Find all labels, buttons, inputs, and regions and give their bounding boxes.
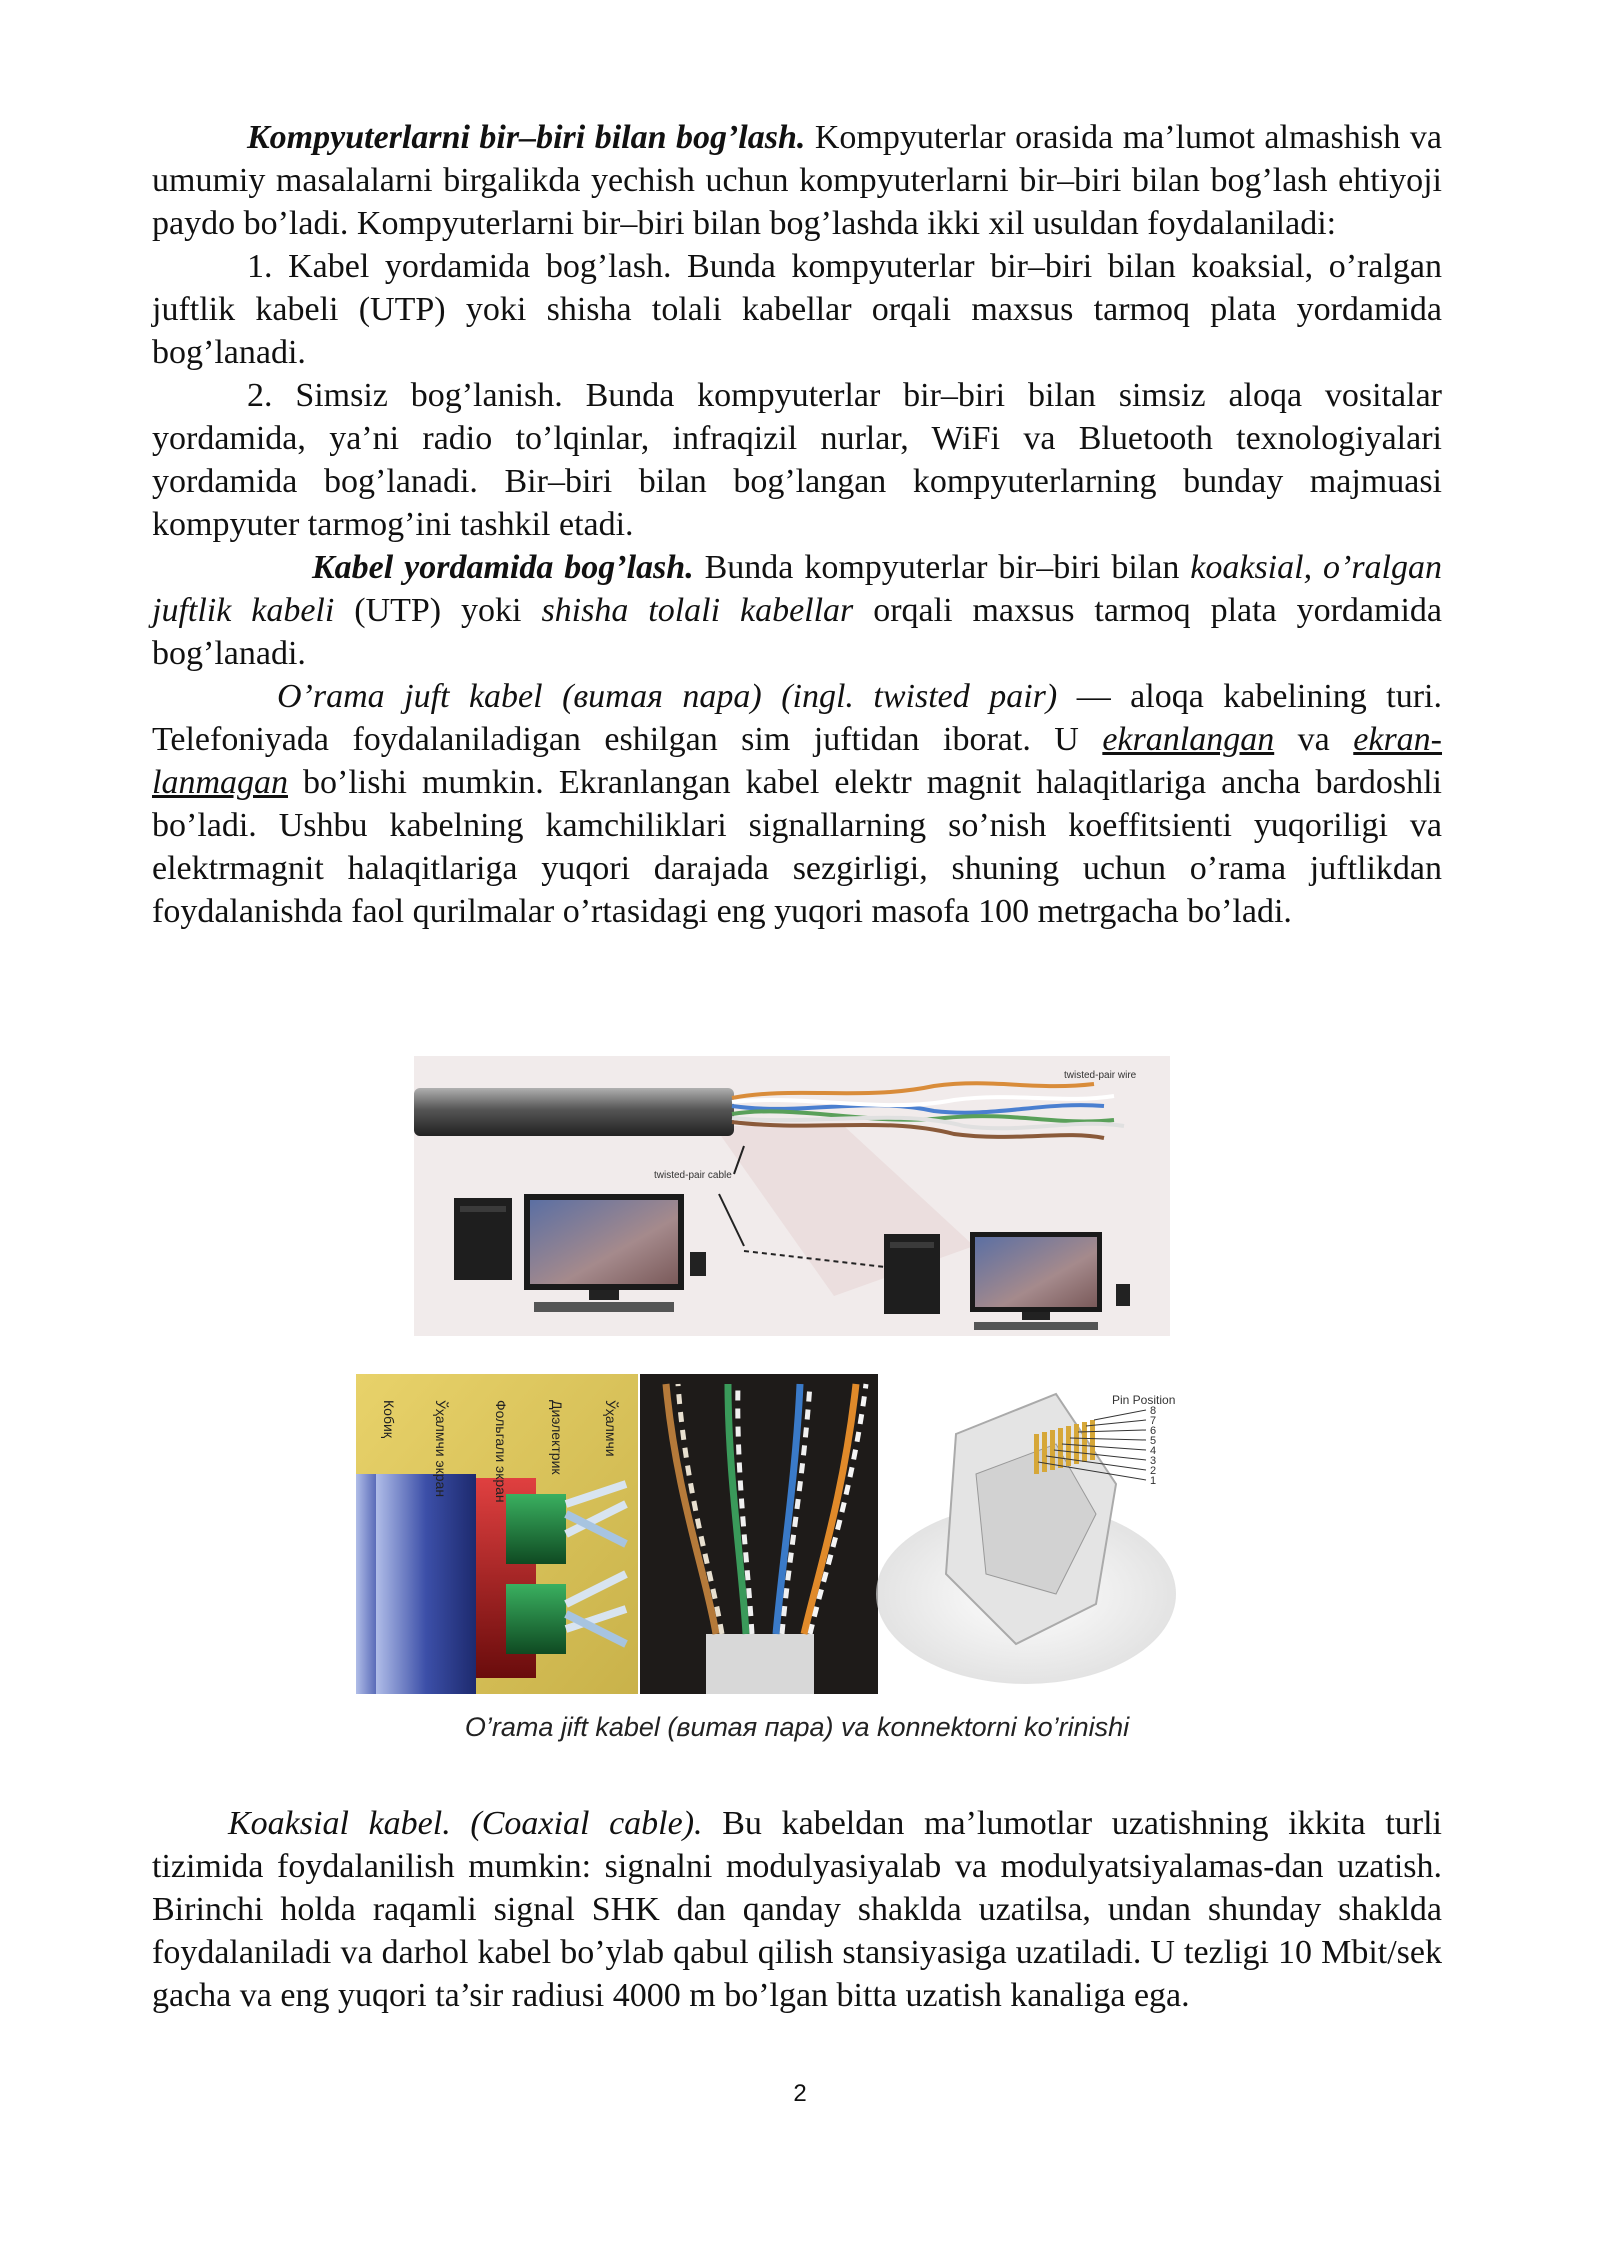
link-unshielded[interactable]: ekran-lanmagan [152, 721, 1443, 801]
paragraph-cable-connection [152, 546, 1442, 675]
intro-text: Kompyuterlar orasida ma’lumot almashish va umumiy masalalarni birgalikda yechish uchun kompyuterlarni bir–biri bilan bog’lash ehtiyoji paydo bo’ladi. Kompyuterlarni bir–biri bilan bog’lashda ikki xil usuldan foydalaniladi: [152, 119, 1442, 242]
paragraph-intro [152, 116, 1442, 245]
top-text [152, 116, 1442, 933]
rj45-connector [876, 1374, 1188, 1694]
pin-label: 7 [1150, 1415, 1157, 1427]
text-span: bo’lishi mumkin. Ekranlangan kabel elektr magnit halaqitlariga ancha bardoshli bo’ladi. Ushbu kabelning kamchiliklari signallarning so’nish koeffitsienti yuqoriligi va elektrmagnit halaqitlariga yuqori darajada sezgirligi, shuning uchun o’rama juftlikdan foydalanishda faol qurilmalar o’rtasidagi eng yuqori masofa 100 metrgacha bo’ladi. [152, 764, 1442, 930]
italic-span: koaksial, o’ralgan juftlik kabeli [152, 549, 1443, 629]
page-number: 2 [793, 2080, 807, 2107]
pin-label: 3 [1150, 1455, 1157, 1467]
heading-connecting-computers: Kompyuterlarni bir–biri bilan bog’lash. [247, 119, 806, 156]
paragraph-coaxial [152, 1802, 1442, 2017]
label-dielectric: Диэлектрик [549, 1400, 565, 1475]
pin-label: 5 [1150, 1435, 1157, 1447]
cable-cross-section [356, 1374, 638, 1694]
pin-label: 6 [1150, 1425, 1157, 1437]
label-inner: Ўҳалмчи [603, 1400, 619, 1457]
text-span: orqali maxsus tarmoq plata yordamida bog’lanadi. [152, 592, 1443, 672]
label-foil-screen: Фольгали экран [493, 1400, 509, 1503]
label-twisted-pair-cable: twisted-pair cable [654, 1170, 732, 1181]
pin-label: 2 [1150, 1465, 1157, 1477]
twisted-pairs-photo [640, 1374, 878, 1694]
cable-and-connector-photos [356, 1374, 1188, 1694]
label-sheath: Кобиқ [381, 1400, 397, 1438]
link-shielded[interactable]: ekranlangan [1102, 721, 1275, 758]
pin-label: 1 [1150, 1475, 1157, 1487]
pin-label: 8 [1150, 1405, 1157, 1417]
cable-jacket [414, 1088, 734, 1136]
text-span: Bunda kompyuterlar bir–biri bilan [693, 549, 1191, 586]
text-span: va [1274, 721, 1354, 758]
heading-twisted-pair: O’rama juft kabel (витая пара) (ingl. twisted pair) [277, 678, 1058, 715]
list-item-wireless: 2. Simsiz bog’lanish. Bunda kompyuterlar bir–biri bilan simsiz aloqa vositalar yordamida, ya’ni radio to’lqinlar, infraqizil nurlar, WiFi va Bluetooth texnologiyalari yordamida bog’lanadi. Bir–biri bilan bog’langan kompyuterlarning bunday majmuasi kompyuter tarmog’ini tashkil etadi. [152, 377, 1442, 543]
coaxial-text: Bu kabeldan ma’lumotlar uzatishning ikkita turli tizimida foydalanilish mumkin: signalni modulyasiyalab va modulyatsiyalamas-dan uzatish. Birinchi holda raqamli signal SHK dan qanday shaklda uzatilsa, undan shunday shaklda foydalaniladi va darhol kabel bo’ylab qabul qilish stansiyasiga uzatiladi. U tezligi 10 Mbit/sek gacha va eng yuqori ta’sir radiusi 4000 m bo’lgan bitta uzatish kanaliga ega. [152, 1805, 1442, 2014]
cable-photos-svg [356, 1374, 1188, 1694]
list-item-cable: 1. Kabel yordamida bog’lash. Bunda kompyuterlar bir–biri bilan koaksial, o’ralgan juftlik kabeli (UTP) yoki shisha tolali kabellar orqali maxsus tarmoq plata yordamida bog’lanadi. [152, 248, 1442, 371]
text-span: — aloqa kabelining turi. Telefoniyada foydalaniladigan eshilgan sim juftidan iborat. U [152, 678, 1442, 758]
heading-coaxial: Koaksial kabel. (Coaxial cable). [228, 1805, 703, 1842]
label-twisted-pair-wire: twisted-pair wire [1064, 1070, 1137, 1081]
text-span: (UTP) yoki [334, 592, 542, 629]
paragraph-twisted-pair [152, 675, 1442, 933]
pin-label: 4 [1150, 1445, 1157, 1457]
twisted-pair-network-illustration [414, 1056, 1170, 1336]
italic-span: shisha tolali kabellar [541, 592, 854, 629]
bottom-text [152, 1802, 1442, 2017]
pin-position-title: Pin Position [1112, 1393, 1176, 1407]
figure-caption: O’rama jift kabel (витая пара) va konnektorni ko’rinishi [464, 1712, 1130, 1742]
heading-cable-connection: Kabel yordamida bog’lash. [312, 549, 694, 586]
label-outer-screen: Ўҳалмчи экран [433, 1400, 449, 1498]
network-illustration-svg [414, 1056, 1170, 1336]
